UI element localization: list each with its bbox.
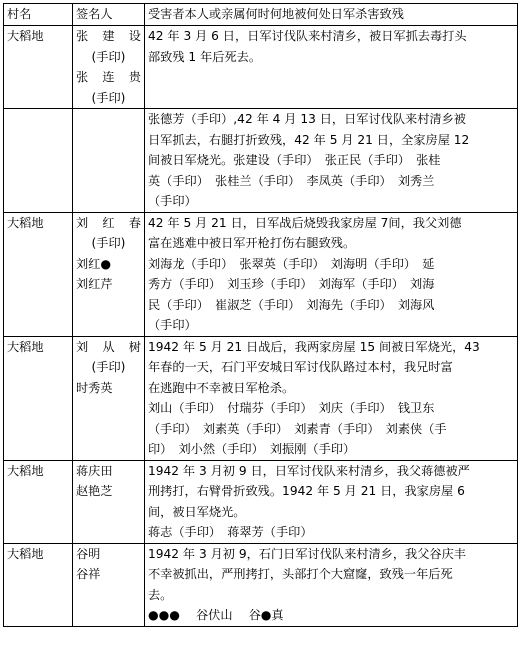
detail-line: （手印） <box>148 318 197 332</box>
header-signer: 签名人 <box>73 4 145 26</box>
signer-mark: (手印) <box>91 49 126 64</box>
village-cell: 大稻地 <box>4 212 73 336</box>
signer-cell <box>73 26 145 109</box>
signer-mark: (手印) <box>91 90 126 105</box>
signer-name: 赵艳芝 <box>76 484 113 498</box>
detail-line: （手印） 刘素英（手印） 刘素青（手印） 刘素侠（手 <box>148 421 447 436</box>
detail-line: 蒋志（手印） 蒋翠芳（手印） <box>148 525 313 539</box>
detail-line: ●●● 谷伏山 谷●真 <box>148 608 284 622</box>
detail-line: 1942 年 3 月初 9，石门日军讨伐队来村清乡，我父谷庆丰 <box>148 546 466 561</box>
table-row <box>4 543 518 626</box>
detail-line: 间，被日军烧光。 <box>148 504 246 519</box>
signer-name: 谷明 <box>76 546 101 561</box>
detail-line: 民（手印） 崔淑芝（手印） 刘海先（手印） 刘海风 <box>148 297 435 312</box>
detail-cell <box>145 460 518 543</box>
signer-name: 张 连 贵 <box>76 70 141 84</box>
village-cell: 大稻地 <box>4 460 73 543</box>
signer-cell <box>73 212 145 336</box>
detail-line: 1942 年 3 月初 9 日，日军讨伐队来村清乡，我父蒋德被严 <box>148 463 470 478</box>
detail-cell <box>145 336 518 460</box>
detail-cell <box>145 543 518 626</box>
detail-line: 42 年 5 月 21 日，日军战后烧毁我家房屋 7间，我父刘德 <box>148 215 462 230</box>
detail-line: 富在逃难中被日军开枪打伤右腿致残。 <box>148 236 356 250</box>
detail-line: 去。 <box>148 587 173 602</box>
detail-line: （手印） <box>148 194 197 208</box>
detail-cell <box>145 109 518 213</box>
detail-line: 秀方（手印） 刘玉珍（手印） 刘海军（手印） 刘海 <box>148 277 435 291</box>
header-village: 村名 <box>4 4 73 26</box>
table-row <box>4 212 518 336</box>
signer-name: 谷祥 <box>76 567 101 581</box>
detail-cell <box>145 212 518 336</box>
signer-name: 刘红● <box>76 256 112 271</box>
signer-name: 刘 红 春 <box>76 215 141 230</box>
detail-line: 印） 刘小然（手印） 刘振刚（手印） <box>148 442 356 456</box>
signer-cell <box>73 336 145 460</box>
detail-line: 42 年 3 月 6 日，日军讨伐队来村清乡，被日军抓去毒打头 <box>148 29 467 43</box>
detail-line: 刑拷打，右臂骨折致残。1942 年 5 月 21 日，我家房屋 6 <box>148 484 465 498</box>
detail-line: 不幸被抓出，严刑拷打，头部打个大窟窿，致残一年后死 <box>148 567 453 581</box>
detail-line: 间被日军烧光。张建设（手印） 张正民（手印） 张桂 <box>148 153 441 167</box>
detail-line: 在逃跑中不幸被日军枪杀。 <box>148 380 295 395</box>
detail-line: 部致残 1 年后死去。 <box>148 49 262 64</box>
header-detail: 受害者本人或亲属何时何地被何处日军杀害致残 <box>145 4 518 26</box>
village-cell: 大稻地 <box>4 336 73 460</box>
table-row <box>4 336 518 460</box>
signer-name: 刘 从 树 <box>76 339 141 354</box>
detail-line: 年春的一天，石门平安城日军讨伐队路过本村，我兄时富 <box>148 360 453 374</box>
signer-cell <box>73 109 145 213</box>
table-row <box>4 109 518 213</box>
village-cell: 大稻地 <box>4 26 73 109</box>
detail-line: 张德芳（手印）,42 年 4 月 13 日，日军讨伐队来村清乡被 <box>148 112 466 126</box>
signer-name: 张 建 设 <box>76 29 141 43</box>
signer-mark: (手印) <box>91 360 126 374</box>
detail-cell <box>145 26 518 109</box>
signer-name: 蒋庆田 <box>76 463 113 478</box>
detail-line: 刘海龙（手印） 张翠英（手印） 刘海明（手印） 延 <box>148 256 435 271</box>
village-cell <box>4 109 73 213</box>
signer-name: 时秀英 <box>76 380 113 395</box>
detail-line: 1942 年 5 月 21 日战后，我两家房屋 15 间被日军烧光，43 <box>148 339 480 354</box>
table-row <box>4 26 518 109</box>
signer-name: 刘红芹 <box>76 277 113 291</box>
table-row <box>4 460 518 543</box>
signer-mark: (手印) <box>91 236 126 250</box>
header-row <box>4 4 518 26</box>
detail-line: 刘山（手印） 付瑞芬（手印） 刘庆（手印） 钱卫东 <box>148 401 435 415</box>
detail-line: 英（手印） 张桂兰（手印） 李凤英（手印） 刘秀兰 <box>148 173 435 188</box>
detail-line: 日军抓去，右腿打折致残，42 年 5 月 21 日，全家房屋 12 <box>148 132 470 147</box>
signer-cell <box>73 460 145 543</box>
testimony-table <box>3 3 518 627</box>
signer-cell <box>73 543 145 626</box>
village-cell: 大稻地 <box>4 543 73 626</box>
